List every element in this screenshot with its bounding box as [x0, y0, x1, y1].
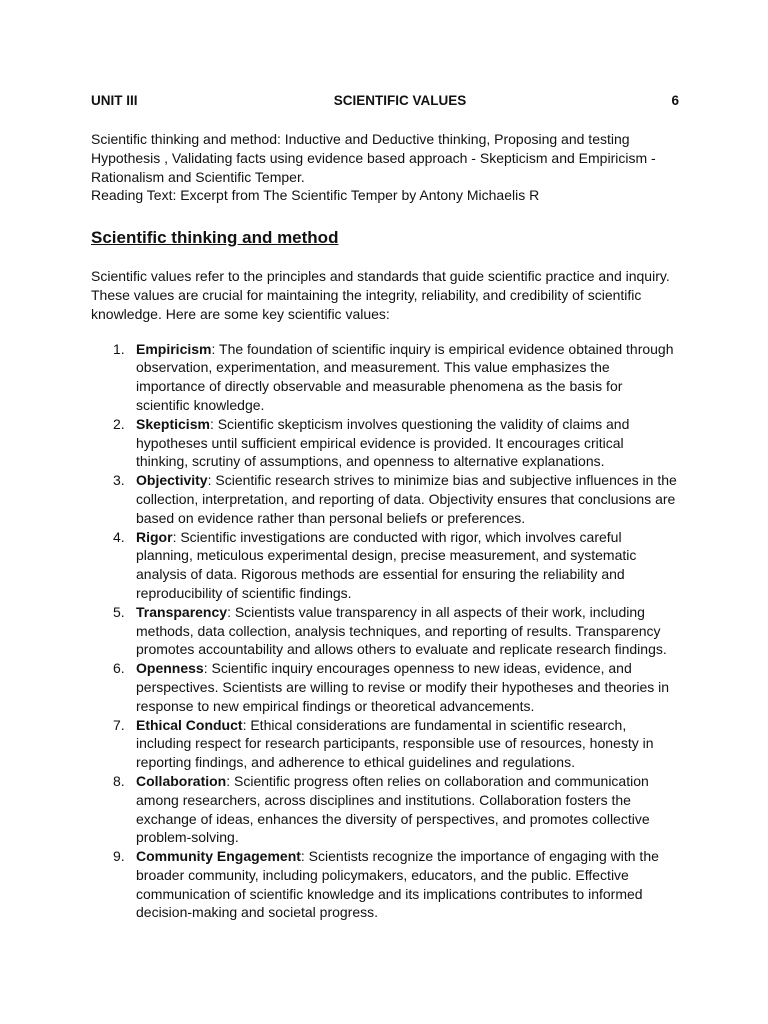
value-description: : Scientists value transparency in all aspects of their work, including methods, data collection, analysis techniques, and reporting of results. Transparency promotes accountability and allows others to evaluate and replicate research findings. [136, 603, 667, 658]
value-description: : Scientists recognize the importance of engaging with the broader community, including policymakers, educators, and the public. Effective communication of scientific knowledge and its implications contributes to informed decision-making and societal progress. [136, 848, 659, 921]
section-heading: Scientific thinking and method [91, 228, 339, 248]
lead-paragraph: Scientific values refer to the principles and standards that guide scientific practice and inquiry. These values are crucial for maintaining the integrity, reliability, and credibility of scientific knowledge. Here are some key scientific values: [91, 268, 670, 322]
document-page [91, 92, 679, 922]
list-number: 2. [113, 415, 125, 432]
value-description: : Scientific investigations are conducted with rigor, which involves careful planning, meticulous experimental design, precise measurement, and systematic analysis of data. Rigorous methods are essential for ensuring the reliability and reproducibility of scientific findings. [136, 528, 637, 601]
list-number: 4. [113, 528, 125, 545]
list-number: 6. [113, 660, 125, 677]
list-number: 5. [113, 603, 125, 620]
value-term: Rigor [136, 528, 173, 545]
value-term: Ethical Conduct [136, 716, 243, 733]
list-item [91, 340, 679, 415]
list-item [91, 716, 679, 772]
page-title: SCIENTIFIC VALUES [333, 93, 467, 108]
value-description: : Scientific inquiry encourages openness to new ideas, evidence, and perspectives. Scientists are willing to revise or modify their hypotheses and theories in response to new empirical findings or theoretical advancements. [136, 660, 670, 714]
list-number: 1. [113, 340, 125, 357]
intro-block [91, 130, 679, 205]
value-term: Empiricism [136, 340, 212, 357]
unit-label: UNIT III [91, 93, 138, 108]
value-term: Transparency [136, 603, 228, 620]
list-number: 7. [113, 716, 125, 733]
value-description: : Ethical considerations are fundamental in scientific research, including respect for research participants, responsible use of resources, honesty in reporting findings, and adherence to ethical guidelines and regulations. [136, 716, 654, 771]
list-item [91, 415, 679, 471]
list-number: 9. [113, 848, 125, 865]
list-item [91, 772, 679, 847]
value-description: : Scientific skepticism involves questioning the validity of claims and hypotheses until sufficient empirical evidence is provided. It encourages critical thinking, scrutiny of assumptions, and openness to alternative explanations. [136, 415, 630, 470]
page-header [91, 92, 679, 110]
reading-text: Reading Text: Excerpt from The Scientific Temper by Antony Michaelis R [91, 187, 540, 204]
value-description: : Scientific progress often relies on collaboration and communication among researchers, across disciplines and institutions. Collaboration fosters the exchange of ideas, enhances the diversity of perspectives, and promotes collective problem-solving. [136, 772, 650, 846]
list-item [91, 471, 679, 527]
value-term: Skepticism [136, 415, 210, 432]
list-item [91, 603, 679, 659]
list-item [91, 659, 679, 715]
value-term: Collaboration [136, 772, 227, 789]
value-term: Community Engagement [136, 848, 301, 865]
list-number: 8. [113, 772, 125, 789]
list-item [91, 847, 679, 922]
value-description: : Scientific research strives to minimize bias and subjective influences in the collection, interpretation, and reporting of data. Objectivity ensures that conclusions are based on evidence rather than personal beliefs or preferences. [136, 472, 677, 526]
list-item [91, 528, 679, 603]
value-description: : The foundation of scientific inquiry is empirical evidence obtained through observation, experimentation, and measurement. This value emphasizes the importance of directly observable and measurable phenomena as the basis for scientific knowledge. [136, 340, 674, 413]
value-term: Objectivity [136, 472, 208, 489]
value-term: Openness [136, 660, 204, 677]
page-number: 6 [671, 93, 679, 108]
list-number: 3. [113, 472, 125, 489]
syllabus-text: Scientific thinking and method: Inductive and Deductive thinking, Proposing and testing Hypothesis , Validating facts using evidence based approach - Skepticism and Empiricism - Rationalism and Scientific Temper. [91, 131, 656, 185]
values-list [91, 340, 679, 923]
